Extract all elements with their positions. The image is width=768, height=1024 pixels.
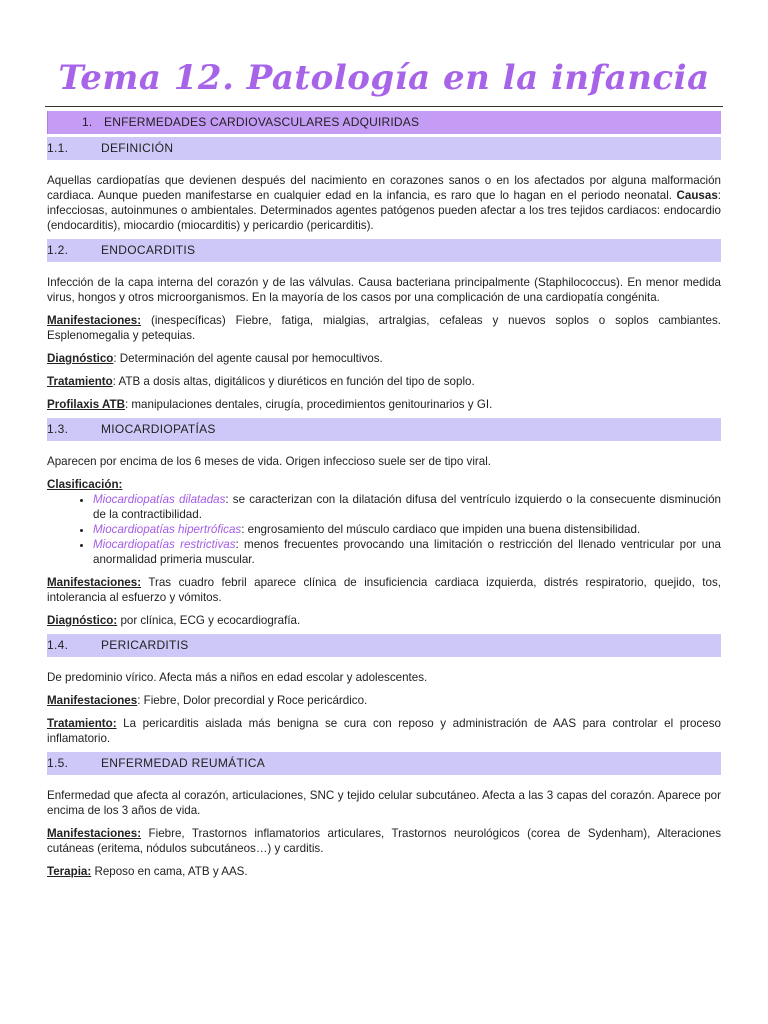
paragraph-clasificacion	[47, 477, 721, 492]
label-tratamiento: Tratamiento	[47, 375, 113, 388]
label-manifestaciones: Manifestaciones	[47, 694, 138, 707]
label-manifestaciones: Manifestaciones:	[47, 827, 142, 840]
subsection-heading-miocardiopatias	[47, 418, 721, 441]
paragraph-diagnostico	[47, 351, 721, 366]
text: Tras cuadro febril aparece clínica de insuficiencia cardiaca izquierda, distrés respiratorio, quejido, tos, intolerancia al esfuerzo y vómitos.	[47, 576, 721, 604]
label-diagnostico: Diagnóstico:	[47, 614, 118, 627]
paragraph-definicion	[47, 173, 721, 233]
label-terapia: Terapia:	[47, 865, 92, 878]
subsection-number: 1.3.	[47, 422, 69, 436]
section-number: 1.	[82, 115, 93, 129]
paragraph-tratamiento	[47, 716, 721, 746]
page-title: Tema 12. Patología en la infancia	[58, 58, 710, 98]
term: Miocardiopatías hipertróficas	[93, 523, 242, 536]
subsection-heading-definicion	[47, 137, 721, 160]
paragraph-miocardiopatias: Aparecen por encima de los 6 meses de vida. Origen infeccioso suele ser de tipo viral.	[47, 455, 492, 468]
subsection-number: 1.4.	[47, 638, 69, 652]
label-profilaxis: Profilaxis ATB	[47, 398, 125, 411]
subsection-number: 1.1.	[47, 141, 69, 155]
subsection-heading-pericarditis	[47, 634, 721, 657]
text: : menos frecuentes provocando una limitación o restricción del llenado ventricular por una anormalidad primeria muscular.	[93, 538, 721, 566]
subsection-number: 1.2.	[47, 243, 69, 257]
paragraph-enfermedad-reumatica: Enfermedad que afecta al corazón, articulaciones, SNC y tejido celular subcutáneo. Afecta a las 3 capas del corazón. Aparece por encima de los 3 años de vida.	[47, 789, 721, 817]
subsection-label: ENDOCARDITIS	[101, 243, 196, 257]
term: Miocardiopatías restrictivas	[93, 538, 236, 551]
list-item	[93, 522, 721, 537]
list-item	[93, 537, 721, 567]
subsection-label: ENFERMEDAD REUMÁTICA	[101, 756, 266, 770]
text: por clínica, ECG y ecocardiografía.	[117, 614, 301, 627]
text: (inespecíficas) Fiebre, fatiga, mialgias, artralgias, cefaleas y nuevos soplos o soplos cambiantes. Esplenomegalia y petequias.	[47, 314, 721, 342]
section-heading-1	[47, 111, 721, 134]
subsection-label: PERICARDITIS	[101, 638, 189, 652]
subsection-heading-enfermedad-reumatica	[47, 752, 721, 775]
text: : manipulaciones dentales, cirugía, procedimientos genitourinarios y GI.	[124, 398, 493, 411]
label-manifestaciones: Manifestaciones:	[47, 576, 142, 589]
paragraph-tratamiento	[47, 374, 721, 389]
term: Miocardiopatías dilatadas	[93, 493, 226, 506]
subsection-number: 1.5.	[47, 756, 69, 770]
paragraph-manifestaciones	[47, 693, 721, 708]
paragraph-terapia	[47, 864, 721, 879]
paragraph-pericarditis: De predominio vírico. Afecta más a niños en edad escolar y adolescentes.	[47, 671, 428, 684]
title-divider	[45, 106, 723, 107]
label-clasificacion: Clasificación:	[47, 478, 123, 491]
paragraph-manifestaciones	[47, 313, 721, 343]
paragraph-manifestaciones	[47, 575, 721, 605]
text: Reposo en cama, ATB y AAS.	[91, 865, 248, 878]
text: Aquellas cardiopatías que devienen después del nacimiento en corazones sanos o en los afectados por alguna malformación cardiaca. Aunque pueden manifestarse en cualquier edad en la infancia, es raro que lo hagan en el periodo neonatal.	[47, 174, 721, 202]
text: : Determinación del agente causal por hemocultivos.	[113, 352, 383, 365]
classification-list	[47, 492, 721, 567]
label-diagnostico: Diagnóstico	[47, 352, 114, 365]
text: : ATB a dosis altas, digitálicos y diuréticos en función del tipo de soplo.	[112, 375, 475, 388]
list-item	[93, 492, 721, 522]
label-manifestaciones: Manifestaciones:	[47, 314, 142, 327]
text: La pericarditis aislada más benigna se cura con reposo y administración de AAS para controlar el proceso inflamatorio.	[47, 717, 721, 745]
subsection-label: MIOCARDIOPATÍAS	[101, 422, 216, 436]
text: : Fiebre, Dolor precordial y Roce pericárdico.	[137, 694, 368, 707]
text: Fiebre, Trastornos inflamatorios articulares, Trastornos neurológicos (corea de Sydenham), Alteraciones cutáneas (eritema, nódulos subcutáneos…) y carditis.	[47, 827, 721, 855]
paragraph-manifestaciones	[47, 826, 721, 856]
text: : se caracterizan con la dilatación difusa del ventrículo izquierdo o la consecuente disminución de la contractibilidad.	[93, 493, 721, 521]
text: : engrosamiento del músculo cardiaco que impiden una buena distensibilidad.	[241, 523, 641, 536]
subsection-label: DEFINICIÓN	[101, 141, 174, 155]
paragraph-profilaxis	[47, 397, 721, 412]
subsection-heading-endocarditis	[47, 239, 721, 262]
label-causas: Causas	[676, 189, 718, 202]
paragraph-endocarditis: Infección de la capa interna del corazón y de las válvulas. Causa bacteriana principalmente (Staphilococcus). En menor medida virus, hongos y otros microorganismos. En la mayoría de los casos por una complicación de una cardiopatía congénita.	[47, 276, 721, 304]
paragraph-diagnostico	[47, 613, 721, 628]
label-tratamiento: Tratamiento:	[47, 717, 117, 730]
text: : infecciosas, autoinmunes o ambientales. Determinados agentes patógenos pueden afectar a los tres tejidos cardiacos: endocardio (endocarditis), miocardio (miocarditis) y pericardio (pericarditis).	[47, 189, 721, 232]
section-label: ENFERMEDADES CARDIOVASCULARES ADQUIRIDAS	[104, 115, 420, 129]
